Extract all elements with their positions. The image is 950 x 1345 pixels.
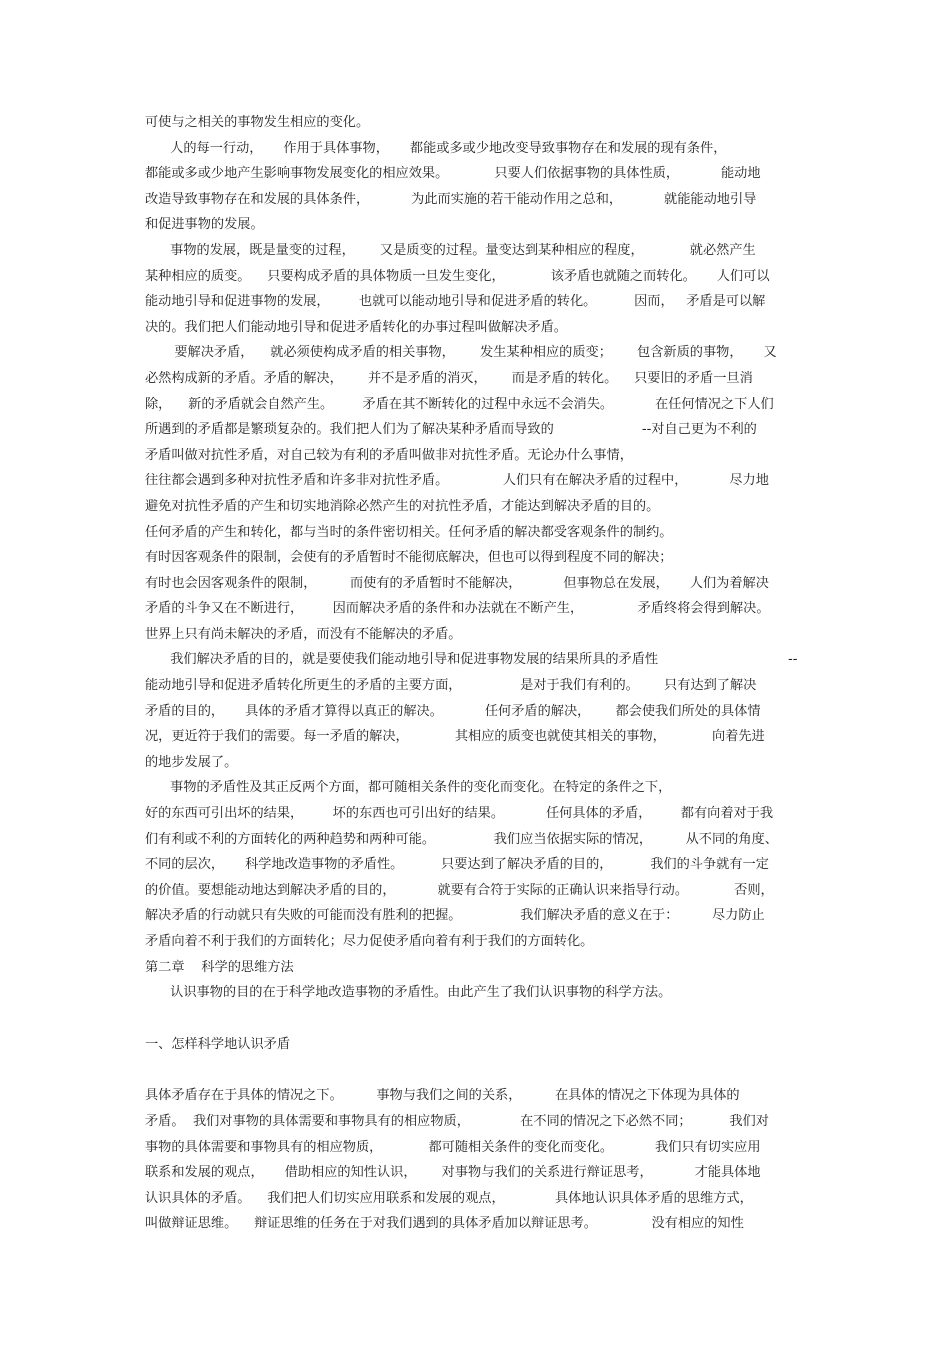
text-line: 联系和发展的观点， 借助相应的知性认识， 对事物与我们的关系进行辩证思考， 才能具体地 — [145, 1165, 761, 1181]
text-line: 况，更近符于我们的需要。每一矛盾的解决， 其相应的质变也就使其相关的事物， 向着先进 — [145, 729, 765, 745]
text-line: 事物的具体需要和事物具有的相应物质， 都可随相关条件的变化而变化。 我们只有切实应用 — [145, 1139, 761, 1155]
paragraph — [145, 1032, 807, 1058]
text-line: 所遇到的矛盾都是繁琐复杂的。我们把人们为了解决某种矛盾而导致的 --对自己更为不利的 — [145, 422, 757, 438]
text-line: 能动地引导和促进矛盾转化所更生的矛盾的主要方面， 是对于我们有利的。 只有达到了解决 — [145, 678, 757, 694]
text-line: 要解决矛盾， 就必须使构成矛盾的相关事物， 发生某种相应的质变； 包含新质的事物， 又 — [145, 345, 777, 361]
paragraph — [145, 136, 807, 238]
text-line: 某种相应的质变。 只要构成矛盾的具体物质一旦发生变化， 该矛盾也就随之而转化。 人们可以 — [145, 268, 770, 284]
text-line: 叫做辩证思维。 辩证思维的任务在于对我们遇到的具体矛盾加以辩证思考。 没有相应的知性 — [145, 1216, 744, 1232]
paragraph — [145, 238, 807, 340]
text-line: 解决矛盾的行动就只有失败的可能而没有胜利的把握。 我们解决矛盾的意义在于： 尽力防止 — [145, 908, 765, 924]
paragraph — [145, 340, 807, 647]
paragraph — [145, 110, 807, 136]
text-line: 矛盾。 我们对事物的具体需要和事物具有的相应物质， 在不同的情况之下必然不同； 我们对 — [145, 1113, 769, 1129]
text-line: 们有利或不利的方面转化的两种趋势和两种可能。 我们应当依据实际的情况， 从不同的角度、 — [145, 831, 778, 847]
text-line: 的价值。要想能动地达到解决矛盾的目的， 就要有合符于实际的正确认识来指导行动。 否则， — [145, 882, 774, 898]
text-line: 有时也会因客观条件的限制， 而使有的矛盾暂时不能解决， 但事物总在发展， 人们为着解决 — [145, 575, 769, 591]
text-line: 改造导致事物存在和发展的具体条件， 为此而实施的若干能动作用之总和， 就能能动地引导 — [145, 191, 757, 207]
text-line: 人的每一行动， 作用于具体事物， 都能或多或少地改变导致事物存在和发展的现有条件， — [145, 140, 727, 156]
text-line: 能动地引导和促进事物的发展， 也就可以能动地引导和促进矛盾的转化。 因而， 矛盾是可以解 — [145, 294, 766, 310]
paragraph — [145, 647, 807, 775]
blank-line — [145, 1006, 807, 1032]
text-line: 事物的发展，既是量变的过程， 又是质变的过程。量变达到某种相应的程度， 就必然产生 — [145, 242, 756, 258]
text-line: 任何矛盾的产生和转化，都与当时的条件密切相关。任何矛盾的解决都受客观条件的制约。 — [145, 524, 673, 540]
text-line: 认识事物的目的在于科学地改造事物的矛盾性。由此产生了我们认识事物的科学方法。 — [145, 985, 672, 1001]
text-line: 都能或多或少地产生影响事物发展变化的相应效果。 只要人们依据事物的具体性质， 能动地 — [145, 166, 761, 182]
text-line: 世界上只有尚未解决的矛盾，而没有不能解决的矛盾。 — [145, 626, 462, 642]
text-line: 矛盾的斗争又在不断进行， 因而解决矛盾的条件和办法就在不断产生， 矛盾终将会得到解决。 — [145, 601, 770, 617]
blank-line — [145, 1057, 807, 1083]
text-line: 矛盾向着不利于我们的方面转化；尽力促使矛盾向着有利于我们的方面转化。 — [145, 934, 594, 949]
document-page — [145, 110, 807, 1237]
text-line: 决的。我们把人们能动地引导和促进矛盾转化的办事过程叫做解决矛盾。 — [145, 319, 567, 335]
text-line: 我们解决矛盾的目的，就是要使我们能动地引导和促进事物发展的结果所具的矛盾性 -- — [145, 652, 798, 668]
text-line: 和促进事物的发展。 — [145, 217, 264, 233]
text-line: 第二章 科学的思维方法 — [145, 959, 294, 975]
text-line: 不同的层次， 科学地改造事物的矛盾性。 只要达到了解决矛盾的目的， 我们的斗争就有一定 — [145, 857, 769, 873]
paragraph — [145, 775, 807, 954]
text-line: 除， 新的矛盾就会自然产生。 矛盾在其不断转化的过程中永远不会消失。 在任何情况之下人们 — [145, 396, 774, 412]
text-line: 矛盾叫做对抗性矛盾，对自己较为有利的矛盾叫做非对抗性矛盾。无论办什么事情， — [145, 447, 633, 463]
text-line: 避免对抗性矛盾的产生和切实地消除必然产生的对抗性矛盾，才能达到解决矛盾的目的。 — [145, 498, 660, 514]
text-line: 的地步发展了。 — [145, 754, 238, 770]
text-line: 认识具体的矛盾。 我们把人们切实应用联系和发展的观点， 具体地认识具体矛盾的思维方式， — [145, 1190, 753, 1206]
text-line: 好的东西可引出坏的结果， 坏的东西也可引出好的结果。 任何具体的矛盾， 都有向着对于我 — [145, 806, 774, 822]
text-line: 矛盾的目的， 具体的矛盾才算得以真正的解决。 任何矛盾的解决， 都会使我们所处的具体情 — [145, 703, 761, 719]
text-line: 有时因客观条件的限制，会使有的矛盾暂时不能彻底解决，但也可以得到程度不同的解决； — [145, 550, 673, 566]
paragraph — [145, 980, 807, 1006]
text-line: 可使与之相关的事物发生相应的变化。 — [145, 115, 370, 130]
text-line: 具体矛盾存在于具体的情况之下。 事物与我们之间的关系， 在具体的情况之下体现为具体的 — [145, 1088, 740, 1104]
text-line: 事物的矛盾性及其正反两个方面，都可随相关条件的变化而变化。在特定的条件之下， — [145, 780, 672, 796]
paragraph — [145, 955, 807, 981]
text-line: 往往都会遇到多种对抗性矛盾和许多非对抗性矛盾。 人们只有在解决矛盾的过程中， 尽力地 — [145, 473, 769, 489]
text-line: 必然构成新的矛盾。矛盾的解决， 并不是矛盾的消灭， 而是矛盾的转化。 只要旧的矛盾一旦消 — [145, 370, 753, 386]
paragraph — [145, 1083, 807, 1237]
text-line: 一、怎样科学地认识矛盾 — [145, 1036, 291, 1052]
